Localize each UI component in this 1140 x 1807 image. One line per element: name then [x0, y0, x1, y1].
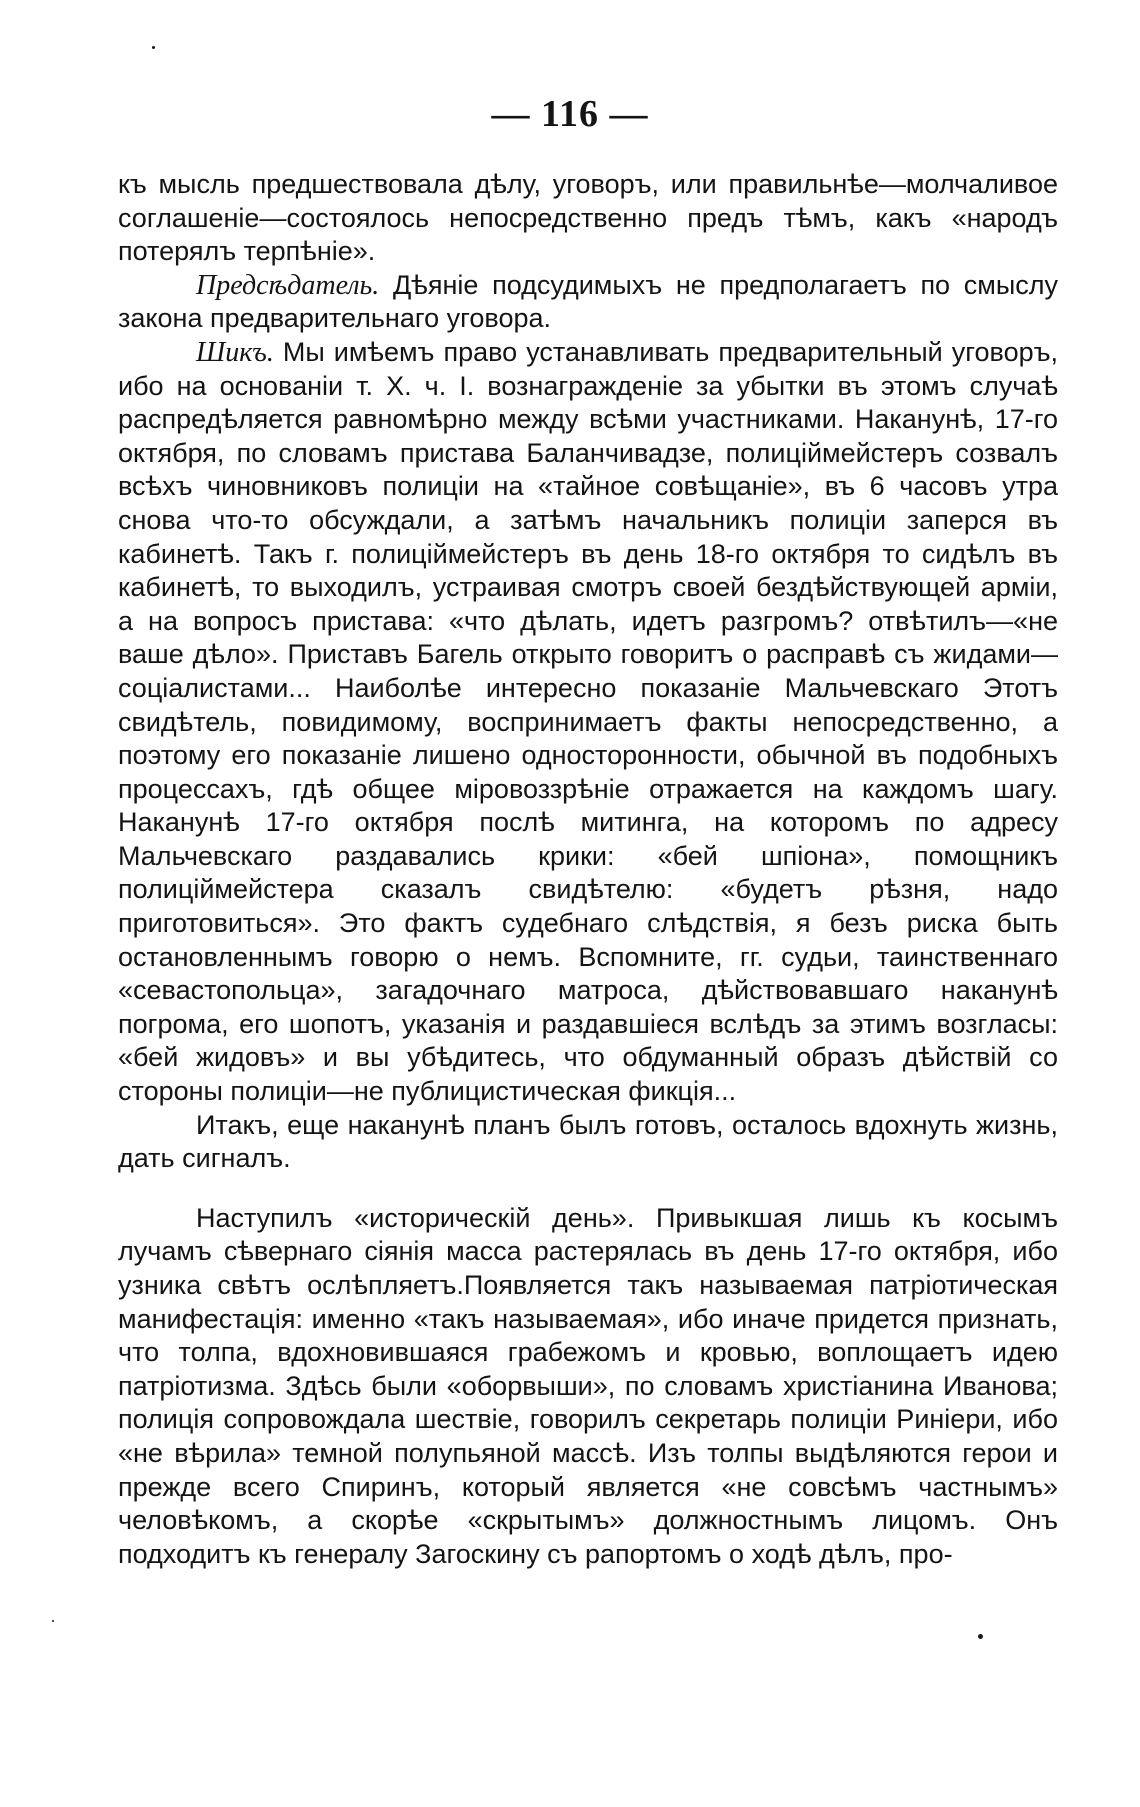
paragraph-text: Итакъ, еще наканунѣ планъ былъ готовъ, осталось вдохнуть жизнь, дать сигналъ. [118, 1109, 1058, 1174]
paragraph-text: къ мысль предшествовала дѣлу, уговоръ, или правильнѣе—молчаливое соглашеніе—состоялось непосредственно предъ тѣмъ, какъ «народъ потерялъ терпѣніе». [118, 169, 1058, 267]
paragraph-text: Мы имѣемъ право устанавливать предварительный уговоръ, ибо на основаніи т. X. ч. I. вознагражденіе за убытки въ этомъ случаѣ распредѣляется равномѣрно между всѣми участниками. Наканунѣ, 17-го октября, по словамъ пристава Баланчивадзе, полиціймейстеръ созвалъ всѣхъ чиновниковъ полиціи на «тайное совѣщаніе», въ 6 часовъ утра снова что-то обсуждали, а затѣмъ начальникъ полиціи заперся въ кабинетѣ. Такъ г. полиціймейстеръ въ день 18-го октября то сидѣлъ въ кабинетѣ, то выходилъ, устраивая смотръ своей бездѣйствующей арміи, а на вопросъ пристава: «что дѣлать, идетъ разгромъ? отвѣтилъ—«не ваше дѣло». Приставъ Багель открыто говоритъ о расправѣ съ жидами—соціалистами... Наиболѣе интересно показаніе Мальчевскаго Этотъ свидѣтель, повидимому, воспринимаетъ факты непосредственно, а поэтому его показаніе лишено односторонности, обычной въ подобныхъ процессахъ, гдѣ общее міровоззрѣніе отражается на каждомъ шагу. Наканунѣ 17-го октября послѣ митинга, на которомъ по адресу Мальчевскаго раздавались крики: «бей шпіона», помощникъ полиціймейстера сказалъ свидѣтелю: «будетъ рѣзня, надо приготовиться». Это фактъ судебнаго слѣдствія, я безъ риска быть остановленнымъ говорю о немъ. Вспомните, гг. судьи, таинственнаго «севастопольца», загадочнаго матроса, дѣйствовавшаго наканунѣ погрома, его шопотъ, указанія и раздавшіеся вслѣдъ за этимъ возгласы: «бей жидовъ» и вы убѣдитесь, что обдуманный образъ дѣйствій со стороны полиціи—не публицистическая фикція... [118, 336, 1058, 1107]
scan-speck [52, 1620, 54, 1622]
paragraph-text: Наступилъ «историческій день». Привыкшая лишь къ косымъ лучамъ сѣвернаго сіянія масса растерялась въ день 17-го октября, ибо узника свѣтъ ослѣпляетъ.Появляется такъ называемая патріотическая манифестація: именно «такъ называемая», ибо иначе придется признать, что толпа, вдохновившаяся грабежомъ и кровью, воплощаетъ идею патріотизма. Здѣсь были «оборвыши», по словамъ христіанина Иванова; полиція сопровождала шествіе, говорилъ секретарь полиціи Риніери, ибо «не вѣрила» темной полупьяной массѣ. Изъ толпы выдѣляются герои и прежде всего Спиринъ, который является «не совсѣмъ частнымъ» человѣкомъ, а скорѣе «скрытымъ» должностнымъ лицомъ. Онъ подходитъ къ генералу Загоскину съ рапортомъ о ходѣ дѣлъ, про- [118, 1202, 1058, 1569]
paragraph-text: Дѣяніе подсудимыхъ не предполагаетъ по смыслу закона предварительнаго уговора. [118, 269, 1058, 334]
paragraph-3 [118, 336, 1058, 1109]
paragraph-2 [118, 269, 1058, 336]
speaker-name: Шикъ. [196, 336, 274, 368]
page-number: — 116 — [491, 93, 649, 135]
paragraph-4 [118, 1109, 1058, 1176]
scan-speck [978, 1634, 983, 1639]
scan-speck [152, 46, 155, 49]
body-text [118, 168, 1058, 1571]
speaker-name: Предсѣдатель. [196, 269, 380, 301]
paragraph-5 [118, 1202, 1058, 1572]
paragraph-1 [118, 168, 1058, 269]
